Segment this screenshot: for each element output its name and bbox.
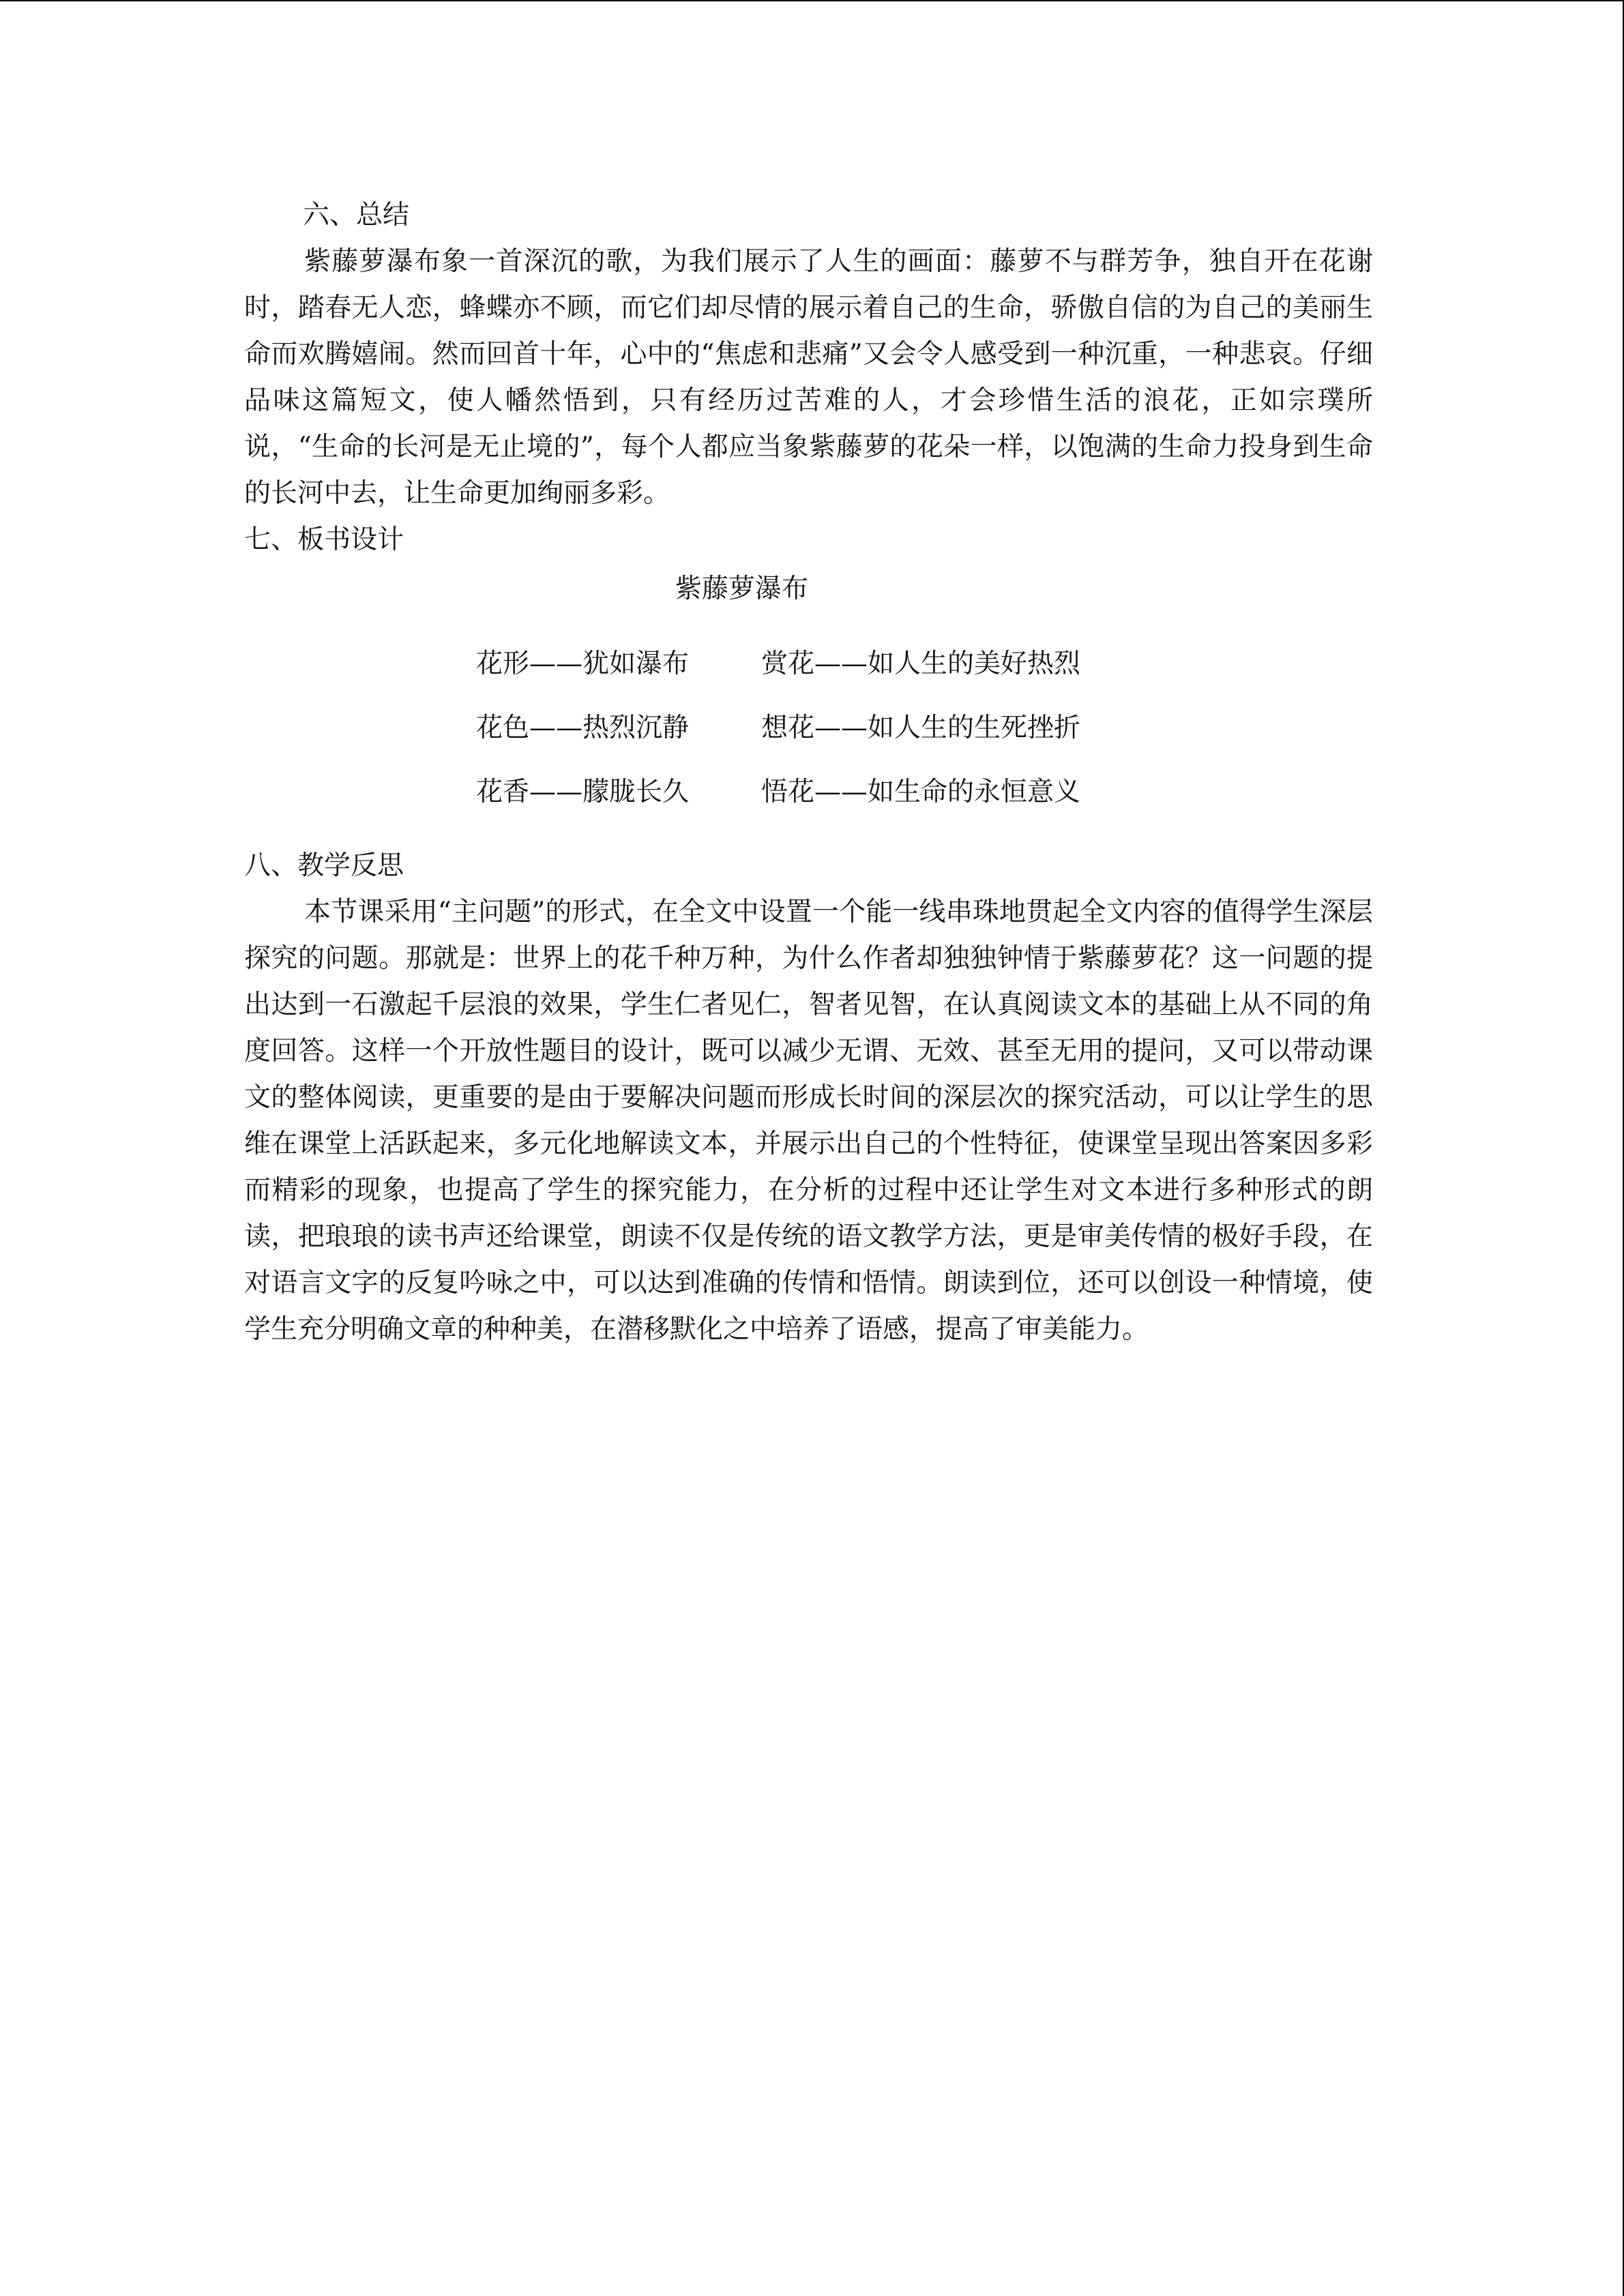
board-row-left: 花色——热烈沉静 xyxy=(476,713,690,743)
board-row xyxy=(476,705,1080,751)
reflection-paragraph: 本节课采用“主问题”的形式，在全文中设置一个能一线串珠地贯起全文内容的值得学生深层探究的问题。那就是：世界上的花千种万种，为什么作者却独独钟情于紫藤萝花？这一问题的提出达到一石激起千层浪的效果，学生仁者见仁，智者见智，在认真阅读文本的基础上从不同的角度回答。这样一个开放性题目的设计，既可以减少无谓、无效、甚至无用的提问，又可以带动课文的整体阅读，更重要的是由于要解决问题而形成长时间的深层次的探究活动，可以让学生的思维在课堂上活跃起来，多元化地解读文本，并展示出自己的个性特征，使课堂呈现出答案因多彩而精彩的现象，也提高了学生的探究能力，在分析的过程中还让学生对文本进行多种形式的朗读，把琅琅的读书声还给课堂，朗读不仅是传统的语文教学方法，更是审美传情的极好手段，在对语言文字的反复吟咏之中，可以达到准确的传情和悟情。朗读到位，还可以创设一种情境，使学生充分明确文章的种种美，在潜移默化之中培养了语感，提高了审美能力。 xyxy=(244,897,1373,1345)
board-row xyxy=(476,641,1080,687)
document-body xyxy=(244,192,1373,1353)
board-design xyxy=(244,563,1373,897)
board-row-left: 花形——犹如瀑布 xyxy=(476,648,690,679)
board-row-right: 悟花——如生命的永恒意义 xyxy=(761,777,1081,807)
section-heading-summary: 六、总结 xyxy=(303,200,410,230)
page-border-top xyxy=(0,0,1624,1)
board-row-right: 赏花——如人生的美好热烈 xyxy=(761,648,1081,679)
section-heading-reflection: 八、教学反思 xyxy=(244,850,404,881)
board-row-left: 花香——朦胧长久 xyxy=(476,777,690,807)
section-heading-board-design: 七、板书设计 xyxy=(244,524,404,555)
board-row-right: 想花——如人生的生死挫折 xyxy=(761,713,1081,743)
summary-paragraph: 紫藤萝瀑布象一首深沉的歌，为我们展示了人生的画面：藤萝不与群芳争，独自开在花谢时，踏春无人恋，蜂蝶亦不顾，而它们却尽情的展示着自己的生命，骄傲自信的为自己的美丽生命而欢腾嬉闹。然而回首十年，心中的“焦虑和悲痛”又会令人感受到一种沉重，一种悲哀。仔细品味这篇短文，使人幡然悟到，只有经历过苦难的人，才会珍惜生活的浪花，正如宗璞所说，“生命的长河是无止境的”，每个人都应当象紫藤萝的花朵一样，以饱满的生命力投身到生命的长河中去，让生命更加绚丽多彩。 xyxy=(244,246,1373,509)
board-row xyxy=(476,769,1080,816)
board-title: 紫藤萝瀑布 xyxy=(675,573,809,604)
